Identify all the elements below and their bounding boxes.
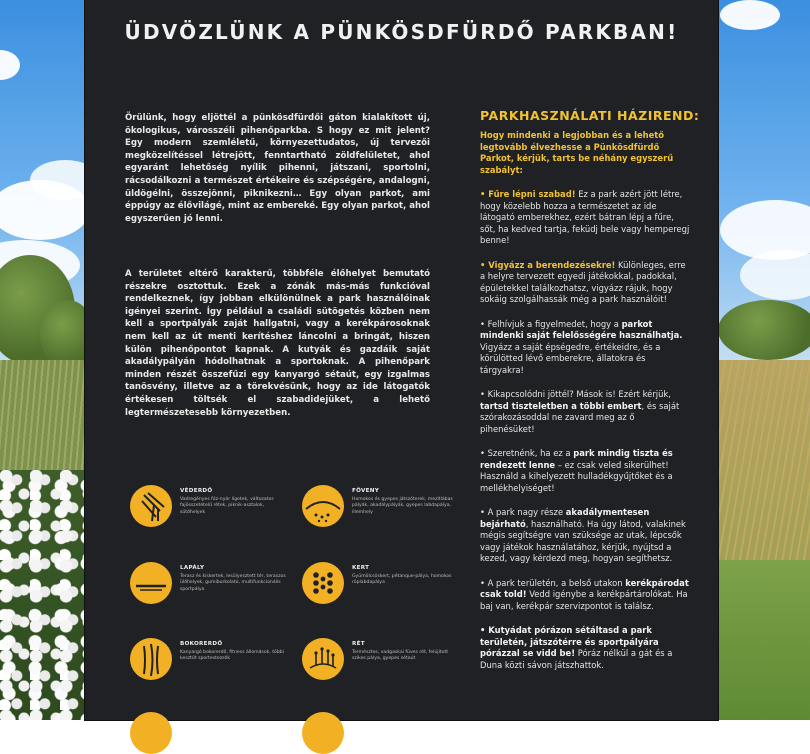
grass [0,360,90,480]
intro-paragraph-1: Örülünk, hogy eljöttél a pünkösdfürdői gáton kialakított új, ökologikus, városszéli pihenőparkba. S hogy ez mit jelent? Egy modern szemléletű, környezettudatos, új tervezői megközelítéssel létrejött, fenntartható zöldfelületet, ahol egyaránt lehetőség nyílik pihenni, játszani, sportolni, rácsodálkozni a természet értékeire és szépségére, andalogni, üldögélni, összejönni, piknikezni… Egy olyan parkot, ami éppúgy az élővilágé, mint az embereké. Egy olyan parkot, ahol egyszerűen jó lenni. [125,113,430,224]
zone-icon-partial [130,712,172,754]
rule-item: • Vigyázz a berendezésekre! Különleges, erre a helyre tervezett egyedi játékokkal, padokkal, épületekkel találkozhatsz, vigyázz rájuk, hogy sokáig szolgálhassák még a park használóit! [480,259,686,305]
cloud [740,250,810,300]
rules-heading: PARKHASZNÁLATI HÁZIREND: [480,108,700,123]
park-information-sign: ÜDVÖZLÜNK A PÜNKÖSDFÜRDŐ PARKBAN! Örülünk, hogy eljöttél a pünkösdfürdői gáton kialakított új, ökologikus, városszéli pihenőparkba. S hogy ez mit jelent? Egy modern szemléletű, környezettudatos, új tervezői megközelítéssel létrejött, fenntartható zöldfelületet, ahol egyaránt lehetőség nyílik pihenni, játszani, sportolni, rácsodálkozni a természet értékeire és szépségére, andalogni, üldögélni, összejönni, piknikezni… Egy olyan parkot, ami éppúgy az élővilágé, mint az embereké. Egy olyan parkot, ahol egyszerűen jó lenni. A területet eltérő karakterű, többféle élőhelyet bemutató részekre osztottuk. Ezek a zónák más-más funkcióval rendelkeznek, így jobban elkülönülnek a park használóinak igényei szerint. Így például a családi sütögetés közben nem kell a sportpályák zaját hallgatni, vagy a kerékpárosoknak nem kell az út menti kerítéshez láncolni a bringát, hiszen külön pihenőpontot kapnak. A kutyák és gazdáik saját akadálypályán hódolhatnak a sportoknak. A pihenőpark minden részét összefűzi egy kanyargó sétaút, egy izgalmas tanösvény, illetve az a törekvésünk, hogy az ide látogatók értékesen töltsék el szabadidejüket, a lehető legtermészetesebb környezetben. PARKHASZNÁLATI HÁZIREND: Hogy mindenki a legjobban és a lehető legtovább élvezhesse a Pünkösdfürdő Parkot, kérjük, tarts be néhány egyszerű szabályt: • Fűre lépni szabad! Ez a park azért jött létre, hogy közelebb hozza a természetet az ide látogató emberekhez, ezért bátran lépj a fűre, sőt, ha kedved tartja, feküdj bele vagy hemperegj benne! • Vigyázz a berendezésekre! Különleges, erre a helyre tervezett egyedi játékokkal, padokkal, épületekkel találkozhatsz, vigyázz rájuk, hogy sokáig szolgálhassák még a park használóit! • Felhívjuk a figyelmedet, hogy a parkot mindenki saját felelősségére használhatja. Vigyázz a saját épségedre, értékeidre, és a körülötted lévő emberekre, állatokra és tárgyakra! • Kikapcsolódni jöttél? Mások is! Ezért kérjük, tartsd tiszteletben a többi embert, és saját szórakozásoddal ne zavard meg az ő pihenésüket! • Szeretnénk, ha ez a park mindig tiszta és rendezett lenne – ez csak veled sikerülhet! Használd a kihelyezett hulladékgyűjtőket és a mellékhelyiséget! • A park nagy része akadálymentesen bejárható, használható. Ha úgy látod, valakinek mégis segítségre van szüksége az utak, lépcsők vagy játékok használatához, kérjük, nyújtsd a kezed, vagy kérdezd meg, hogyan segíthetsz. • A park területén, a belső utakon kerékpárodat csak told! Vedd igénybe a kerékpártárolókat. Ha baj van, kerékpár szervizpontot is találsz. • Kutyádat pórázon sétáltasd a park területén, játszótérre és sportpályára pórázzal se vidd be! Póráz nélkül a gát és a Duna közti sávon játszhattok. VÉDERDŐ Vadregényes fűz-nyár ligetek, változatos fajösszetételű rétek, piknik-asztalok, sütőhelyek FÖVENY Homokos és gyepes játszóterek, mezítlábas pályák, akadálypályák, gyepes labdapálya, illemhely LAPÁLY Terasz és kiskertek, lesülyesztett tér, teraszos ülőhelyek, gumiburkolatú, multifunkcionális sportpálya KERT Gyümölcsöskert, pétanque-pálya, homokos röplabdapálya BOKORERDŐ Kanyargó bokorerdő, fitness állomások, többi kesztűt sportestezsők RÉT Természtes, vadgaskai füves rét, felújított szikes pálya, gyepes sétaút [85,0,718,720]
zone-icon-partial [302,712,344,754]
rule-item: • Kutyádat pórázon sétáltasd a park területén, játszótérre és sportpályára pórázzal se vidd be! Póráz nélkül a gát és a Duna közti sávon játszhattok. [480,624,673,670]
flower-bush [0,470,95,720]
cloud [720,0,780,30]
rules-list [480,130,690,684]
tree [718,300,810,360]
plain-zone-icon [130,562,172,604]
meadow-zone-icon [302,638,344,680]
intro-paragraph-2: A területet eltérő karakterű, többféle élőhelyet bemutató részekre osztottuk. Ezek a zónák más-más funkcióval rendelkeznek, így jobban elkülönülnek a park használóinak igényei szerint. Így például a családi sütögetés közben nem kell a sportpályák zaját hallgatni, vagy a kerékpárosoknak nem kell az út menti kerítéshez láncolni a bringát, hiszen külön pihenőpontot kapnak. A kutyák és gazdáik saját akadálypályán hódolhatnak a sportoknak. A pihenőpark minden részét összefűzi egy kanyargó sétaút, egy izgalmas tanösvény, illetve az a törekvésünk, hogy az ide látogatók értékesen töltsék el szabadidejüket, a lehető legtermészetesebb környezetben. [125,269,430,418]
cloud [0,50,20,80]
lawn [718,560,810,720]
sand-zone-icon [302,485,344,527]
rule-item: • Felhívjuk a figyelmedet, hogy a parkot mindenki saját felelősségére használhatja. Vigyázz a saját épségedre, értékeidre, és a körülötted lévő emberekre, állatokra és tárgyakra! [480,318,683,375]
rule-item: • A park területén, a belső utakon kerékpárodat csak told! Vedd igénybe a kerékpártárolókat. Ha baj van, kerékpár szervizpontot is találsz. [480,577,689,611]
rule-item: • Kikapcsolódni jöttél? Mások is! Ezért kérjük, tartsd tiszteletben a többi embert, és saját szórakozásoddal ne zavard meg az ő pihenésüket! [480,389,680,434]
rule-item: • Fűre lépni szabad! Ez a park azért jött létre, hogy közelebb hozza a természetet az ide látogató emberekhez, ezért bátran lépj a fűre, sőt, ha kedved tartja, feküdj bele vagy hemperegj benne! [480,188,690,246]
forest-zone-icon [130,485,172,527]
garden-zone-icon [302,562,344,604]
rule-item: • Szeretnénk, ha ez a park mindig tiszta és rendezett lenne – ez csak veled sikerülhet! Használd a kihelyezett hulladékgyűjtőket és a mellékhelyiséget! [480,448,673,493]
sign-title: ÜDVÖZLÜNK A PÜNKÖSDFÜRDŐ PARKBAN! [124,20,679,44]
rules-intro: Hogy mindenki a legjobban és a lehető legtovább élvezhesse a Pünkösdfürdő Parkot, kérjük, tarts be néhány egyszerű szabályt: [480,130,674,175]
bush-forest-zone-icon [130,638,172,680]
rule-item: • A park nagy része akadálymentesen bejárható, használható. Ha úgy látod, valakinek mégis segítségre van szüksége az utak, lépcsők vagy játékok használatához, kérjük, nyújtsd a kezed, vagy kérdezd meg, hogyan segíthetsz. [480,507,686,564]
